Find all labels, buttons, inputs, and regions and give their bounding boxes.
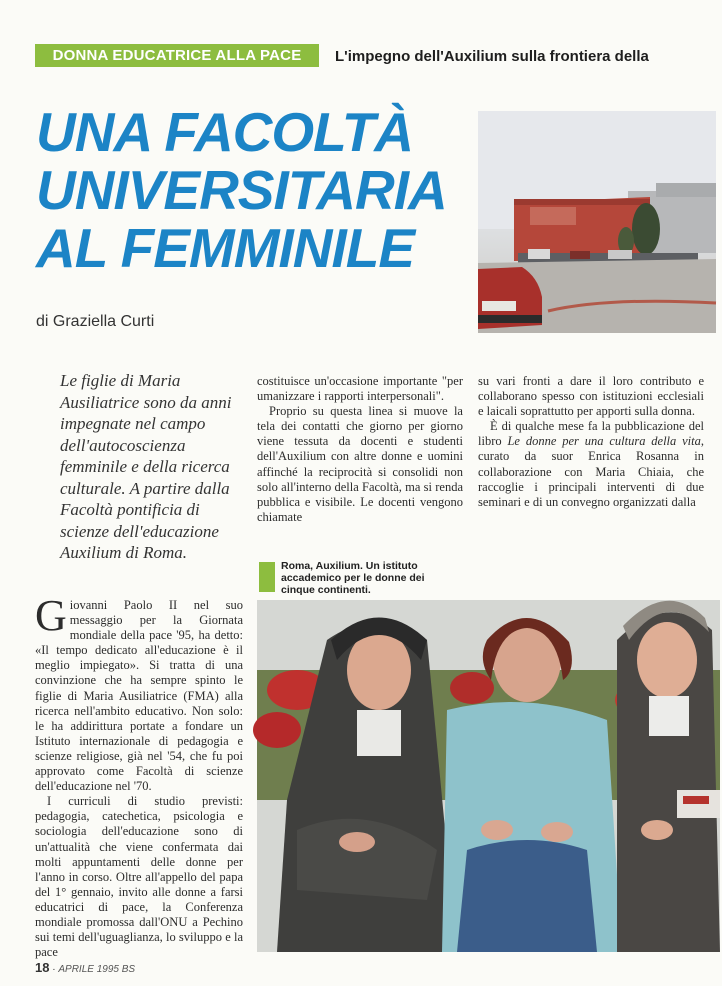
photo-caption: Roma, Auxilium. Un istituto accademico per le donne dei cinque continenti. (281, 560, 425, 596)
book-title: Le donne per una cultura della vita (507, 434, 701, 449)
column-2-paragraph-1: costituisce un'occasione importante "per umanizzare i rapporti interpersonali". (257, 374, 463, 404)
article-column-3 (478, 374, 704, 552)
intro-text: Le figlie di Maria Ausiliatrice sono da anni impegnate nel campo dell'autocoscienza femminile e della ricerca culturale. A partire dalla Facoltà pontificia di scienze dell'educazione Auxilium di Roma. (60, 371, 232, 562)
byline: di Graziella Curti (36, 313, 155, 330)
column-1-paragraph-1 (35, 591, 243, 794)
issue-label: APRILE 1995 BS (58, 964, 136, 975)
column-3-paragraph-2-start: È di qualche mese fa la pubblicazione del libro (478, 419, 704, 449)
column-1-paragraph-2: I curriculi di studio previsti: pedagogia, catechetica, psicologia e sociologia dell'educazione sono di un'attualità che viene confermata dai molti appuntamenti delle donne per l'anno in corso. Oltre all'appello del papa del 1° gennaio, invito alle donne a farsi educatrici di pace, la Conferenza mondiale promossa dall'ONU a Pechino sui temi dell'uguaglianza, lo sviluppo e la pace (35, 794, 243, 960)
headline-line-1: UNA FACOLTÀ (36, 101, 414, 163)
footer-separator: · (52, 964, 59, 975)
article-column-1 (35, 591, 243, 960)
group-photo (257, 600, 720, 952)
group-photo-illustration (257, 600, 720, 952)
article-column-2 (257, 374, 463, 534)
section-kicker: DONNA EDUCATRICE ALLA PACE (35, 44, 319, 67)
drop-cap: G (35, 591, 67, 640)
page-number: 18 (35, 960, 50, 975)
caption-marker (259, 562, 275, 592)
building-photo-illustration (478, 111, 716, 333)
column-3-paragraph-2 (478, 419, 704, 510)
page-footer (35, 960, 135, 975)
overline-title: L'impegno dell'Auxilium sulla frontiera della (335, 48, 649, 65)
column-3-paragraph-2-end: , curato da suor Enrica Rosanna in collaborazione con Maria Chiaia, che raccoglie i principali interventi di due seminari e di un convegno organizzati dalla (478, 434, 705, 509)
headline-line-2: UNIVERSITARIA (36, 159, 447, 221)
building-photo (478, 111, 716, 333)
headline-line-3: AL FEMMINILE (36, 217, 415, 279)
column-2-paragraph-2: Proprio su questa linea si muove la tela dei contatti che giorno per giorno viene tessuta da docenti e studenti dell'Auxilium con altre donne e uomini affinché la reciprocità si consolidi non solo all'interno della Facoltà, ma si renda pubblica e visibile. Le docenti vengono chiamate (257, 404, 463, 524)
column-3-paragraph-1: su vari fronti a dare il loro contributo e collaborano spesso con istituzioni ecclesiali e laicali soprattutto per apporti sulla donna. (478, 374, 704, 419)
headline (36, 103, 476, 277)
column-1-paragraph-1-text: iovanni Paolo II nel suo messaggio per la Giornata mondiale della pace '95, ha detto: «Il tempo dedicato all'educazione è il meglio impiegato». Si tratta di una convinzione che ha sempre spinto le figlie di Maria Ausiliatrice (FMA) alla ricerca nell'ambito educativo. Non solo: le ha addirittura portate a fondare un Istituto internazionale di pedagogia e scienze religiose, già nel '54, che fu poi approvato come Facoltà di scienze dell'educazione nel '70. (35, 598, 243, 794)
